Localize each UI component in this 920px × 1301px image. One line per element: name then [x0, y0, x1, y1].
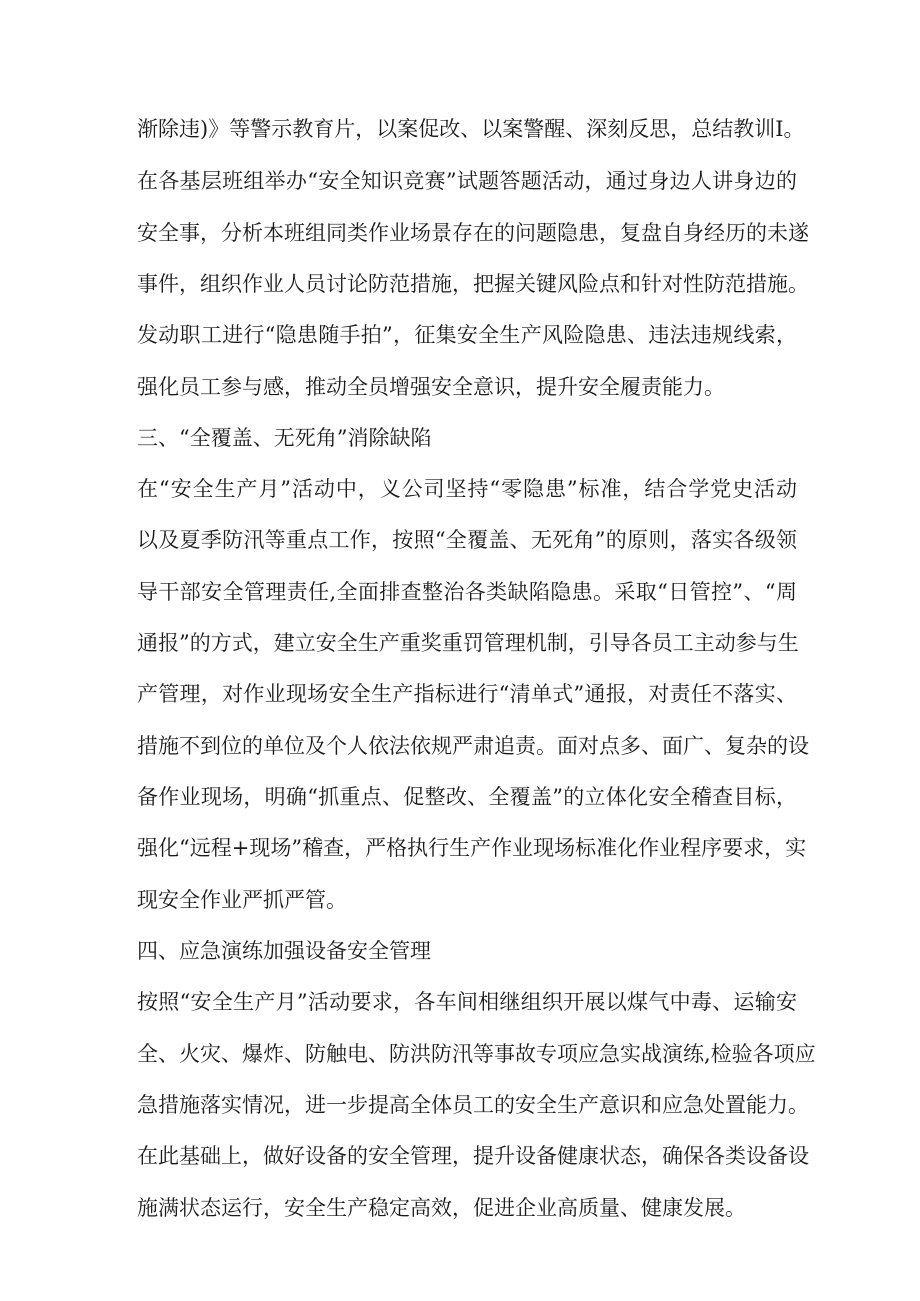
- paragraph-line: 按照“安全生产月”活动要求，各车间相继组织开展以煤气中毒、运输安: [137, 990, 797, 1014]
- paragraph-line: 安全事，分析本班组同类作业场景存在的问题隐患，复盘自身经历的未遂: [137, 221, 809, 245]
- paragraph-line: 施满状态运行，安全生产稳定高效，促进企业高质量、健康发展。: [137, 1196, 746, 1220]
- paragraph-line: 全、火灾、爆炸、防触电、防洪防汛等事故专项应急实战演练,检验各项应: [137, 1042, 816, 1066]
- paragraph-line: 措施不到位的单位及个人依法依规严肃追责。面对点多、面广、复杂的设: [137, 734, 809, 758]
- paragraph-line: 在“安全生产月”活动中，义公司坚持“零隐患”标准，结合学党史活动: [137, 477, 797, 501]
- paragraph-line: 急措施落实情况，进一步提高全体员工的安全生产意识和应急处置能力。: [137, 1093, 809, 1117]
- paragraph-line: 备作业现场，明确“抓重点、促整改、全覆盖”的立体化安全稽查目标，: [137, 785, 797, 809]
- paragraph-line: 在各基层班组举办“安全知识竞赛”试题答题活动，通过身边人讲身边的: [137, 169, 797, 193]
- paragraph-line: 产管理，对作业现场安全生产指标进行“清单式”通报，对责任不落实、: [137, 682, 797, 706]
- paragraph-line: 在此基础上，做好设备的安全管理，提升设备健康状态，确保各类设备设: [137, 1144, 809, 1168]
- section-heading: 四、应急演练加强设备安全管理: [137, 939, 431, 963]
- paragraph-line: 事件，组织作业人员讨论防范措施，把握关键风险点和针对性防范措施。: [137, 272, 809, 296]
- paragraph-line: 发动职工进行“隐患随手拍”，征集安全生产风险隐患、违法违规线索，: [137, 323, 797, 347]
- paragraph-line: 导干部安全管理责任,全面排查整治各类缺陷隐患。采取“日管控”、“周: [137, 580, 797, 604]
- paragraph-line: 强化“远程+现场”稽查，严格执行生产作业现场标准化作业程序要求，实: [137, 836, 807, 860]
- paragraph-line: 以及夏季防汛等重点工作，按照“全覆盖、无死角”的原则，落实各级领: [137, 528, 797, 552]
- paragraph-line: 现安全作业严抓严管。: [137, 888, 347, 912]
- paragraph-line: 渐除违)》等警示教育片，以案促改、以案警醒、深刻反思，总结教训I。: [137, 117, 805, 141]
- paragraph-line: 强化员工参与感，推动全员增强安全意识，提升安全履责能力。: [137, 375, 725, 399]
- paragraph-line: 通报”的方式，建立安全生产重奖重罚管理机制，引导各员工主动参与生: [137, 631, 799, 655]
- section-heading: 三、“全覆盖、无死角”消除缺陷: [137, 426, 432, 450]
